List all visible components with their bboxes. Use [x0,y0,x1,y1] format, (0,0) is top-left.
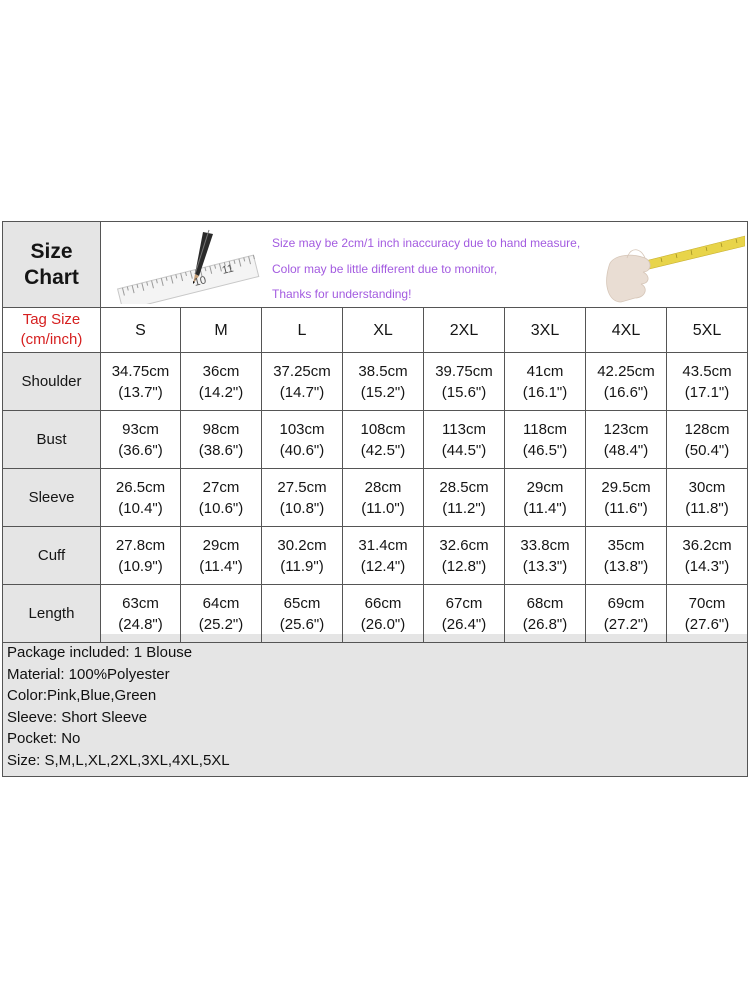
measure-cell-bust-4xl [586,411,667,469]
row-label-sleeve: Sleeve [3,469,101,527]
measure-inch: (24.8") [118,615,163,633]
measure-cell-shoulder-s [101,353,181,411]
measure-cm: 29.5cm [601,478,651,496]
measure-inch: (15.2") [360,383,406,401]
hand-tape-measure-illustration [601,226,745,306]
tag-size-label-line-1: Tag Size [22,311,81,328]
measure-cell-length-m [181,585,262,643]
size-chart-title-line-2: Chart [24,265,79,289]
size-header-xl: XL [343,308,424,353]
size-header-4xl: 4XL [586,308,667,353]
measure-cm: 103cm [279,420,325,438]
size-chart [2,221,748,777]
ruler-pencil-illustration [111,224,261,304]
measure-cell-sleeve-l [262,469,343,527]
info-package: Package included: 1 Blouse [7,644,193,661]
measure-cm: 113cm [442,420,486,438]
measure-cm: 41cm [526,362,564,380]
measure-inch: (25.6") [279,615,325,633]
measure-inch: (13.7") [118,383,163,401]
measure-cell-sleeve-5xl [667,469,747,527]
size-header-3xl: 3XL [505,308,586,353]
measure-inch: (10.9") [118,557,163,575]
measure-inch: (26.8") [522,615,568,633]
measure-cm: 29cm [526,478,564,496]
measure-inch: (10.8") [279,499,325,517]
measure-cell-bust-m [181,411,262,469]
measure-cell-shoulder-3xl [505,353,586,411]
measure-cm: 35cm [607,536,645,554]
measure-inch: (13.8") [603,557,649,575]
measure-cm: 28.5cm [439,478,489,496]
measure-inch: (27.2") [603,615,649,633]
row-label-shoulder: Shoulder [3,353,101,411]
measure-cell-shoulder-4xl [586,353,667,411]
measure-cm: 42.25cm [597,362,655,380]
size-chart-title-line-1: Size [30,239,73,263]
measure-inch: (42.5") [360,441,406,459]
measure-inch: (14.3") [684,557,730,575]
measure-cell-bust-l [262,411,343,469]
measure-inch: (12.8") [441,557,487,575]
ruler-tick-label-10: 10 [192,274,208,289]
measure-inch: (11.6") [604,499,648,517]
measure-cell-shoulder-2xl [424,353,505,411]
measure-cell-length-3xl [505,585,586,643]
measure-inch: (40.6") [279,441,325,459]
size-header-m: M [181,308,262,353]
measure-cm: 37.25cm [273,362,331,380]
measure-inch: (17.1") [684,383,730,401]
measure-cm: 98cm [202,420,240,438]
measure-cm: 33.8cm [520,536,570,554]
info-sleeve: Sleeve: Short Sleeve [7,708,148,726]
measure-cm: 29cm [202,536,240,554]
measure-cm: 38.5cm [358,362,408,380]
measure-cell-sleeve-s [101,469,181,527]
measure-cm: 68cm [526,594,564,612]
measure-cell-sleeve-2xl [424,469,505,527]
measure-cm: 118cm [523,420,567,438]
measure-cell-shoulder-xl [343,353,424,411]
measure-inch: (12.4") [360,557,406,575]
measure-cell-length-2xl [424,585,505,643]
measure-cm: 27.8cm [115,536,166,554]
measure-inch: (27.6") [684,615,730,633]
measure-inch: (10.4") [118,499,163,517]
measure-inch: (25.2") [198,615,244,633]
measure-cm: 64cm [202,594,240,612]
measure-cell-sleeve-4xl [586,469,667,527]
measure-cell-cuff-2xl [424,527,505,585]
measure-cell-sleeve-m [181,469,262,527]
tag-size-label-line-2: (cm/inch) [20,331,83,348]
info-color: Color:Pink,Blue,Green [7,687,157,704]
note-inaccuracy: Size may be 2cm/1 inch inaccuracy due to hand measure, [272,236,581,250]
measure-inch: (10.6") [198,499,244,517]
measure-cell-length-s [101,585,181,643]
measure-cell-bust-3xl [505,411,586,469]
measure-cm: 30.2cm [277,536,327,554]
info-sizes: Size: S,M,L,XL,2XL,3XL,4XL,5XL [7,751,230,769]
measure-inch: (11.4") [199,557,243,575]
measure-cm: 30cm [688,478,726,496]
measure-cell-sleeve-3xl [505,469,586,527]
measure-inch: (48.4") [603,441,649,459]
measure-cm: 128cm [684,420,730,438]
measure-cm: 36cm [202,362,240,380]
measure-cm: 32.6cm [439,536,489,554]
measure-inch: (44.5") [441,441,487,459]
measure-inch: (26.0") [360,615,406,633]
measure-inch: (11.9") [280,557,324,575]
measure-cell-cuff-m [181,527,262,585]
measure-cm: 27.5cm [277,478,327,496]
measure-cell-cuff-l [262,527,343,585]
measure-cell-length-5xl [667,585,747,643]
measure-cm: 31.4cm [358,536,408,554]
measure-cm: 69cm [607,594,645,612]
size-header-l: L [262,308,343,353]
measure-cm: 27cm [202,478,240,496]
measure-cell-bust-5xl [667,411,747,469]
measure-inch: (16.6") [603,383,649,401]
ruler-tick-label-11: 11 [220,262,235,277]
size-header-s: S [101,308,181,353]
tag-size-header [3,308,101,353]
measure-cm: 67cm [445,594,483,612]
measure-cell-cuff-s [101,527,181,585]
measure-inch: (50.4") [684,441,730,459]
measure-inch: (11.4") [523,499,567,517]
measure-cell-shoulder-5xl [667,353,747,411]
measure-cm: 28cm [364,478,402,496]
hand-icon [607,250,650,302]
measure-inch: (36.6") [118,441,163,459]
measure-inch: (15.6") [441,383,487,401]
measure-cm: 63cm [122,594,159,612]
size-header-5xl: 5XL [667,308,747,353]
measure-cell-bust-xl [343,411,424,469]
note-thanks: Thanks for understanding! [272,287,412,301]
measure-cell-sleeve-xl [343,469,424,527]
measure-cell-cuff-5xl [667,527,747,585]
measure-cell-length-l [262,585,343,643]
measure-inch: (38.6") [198,441,244,459]
measure-inch: (14.7") [279,383,325,401]
measure-cm: 39.75cm [435,362,493,380]
measure-inch: (14.2") [198,383,244,401]
measure-cm: 93cm [122,420,159,438]
measure-cell-length-xl [343,585,424,643]
measure-cm: 70cm [688,594,726,612]
row-label-length: Length [3,585,101,643]
info-pocket: Pocket: No [7,730,81,747]
measure-cell-cuff-3xl [505,527,586,585]
measure-cell-bust-s [101,411,181,469]
measure-inch: (46.5") [522,441,568,459]
tape-measure-icon [641,236,745,270]
measure-inch: (11.2") [442,499,486,517]
measure-cm: 108cm [360,420,406,438]
size-chart-title [3,222,101,308]
measure-cell-shoulder-l [262,353,343,411]
info-material: Material: 100%Polyester [7,665,170,683]
measure-cm: 34.75cm [111,362,170,380]
measure-inch: (11.8") [685,499,729,517]
measure-cm: 66cm [364,594,402,612]
note-color: Color may be little different due to monitor, [272,262,498,276]
product-info [3,634,747,776]
row-label-cuff: Cuff [3,527,101,585]
measure-cell-bust-2xl [424,411,505,469]
measurement-banner [101,222,747,308]
measure-inch: (13.3") [522,557,568,575]
measure-cm: 36.2cm [682,536,732,554]
measure-cm: 43.5cm [682,362,732,380]
measure-cm: 65cm [283,594,321,612]
measure-inch: (11.0") [361,499,405,517]
measure-cell-length-4xl [586,585,667,643]
measure-cell-cuff-xl [343,527,424,585]
row-label-bust: Bust [3,411,101,469]
measure-cell-shoulder-m [181,353,262,411]
measure-cm: 26.5cm [115,478,166,496]
measure-inch: (16.1") [522,383,568,401]
measure-cm: 123cm [603,420,649,438]
size-header-2xl: 2XL [424,308,505,353]
measure-cell-cuff-4xl [586,527,667,585]
measure-inch: (26.4") [441,615,487,633]
